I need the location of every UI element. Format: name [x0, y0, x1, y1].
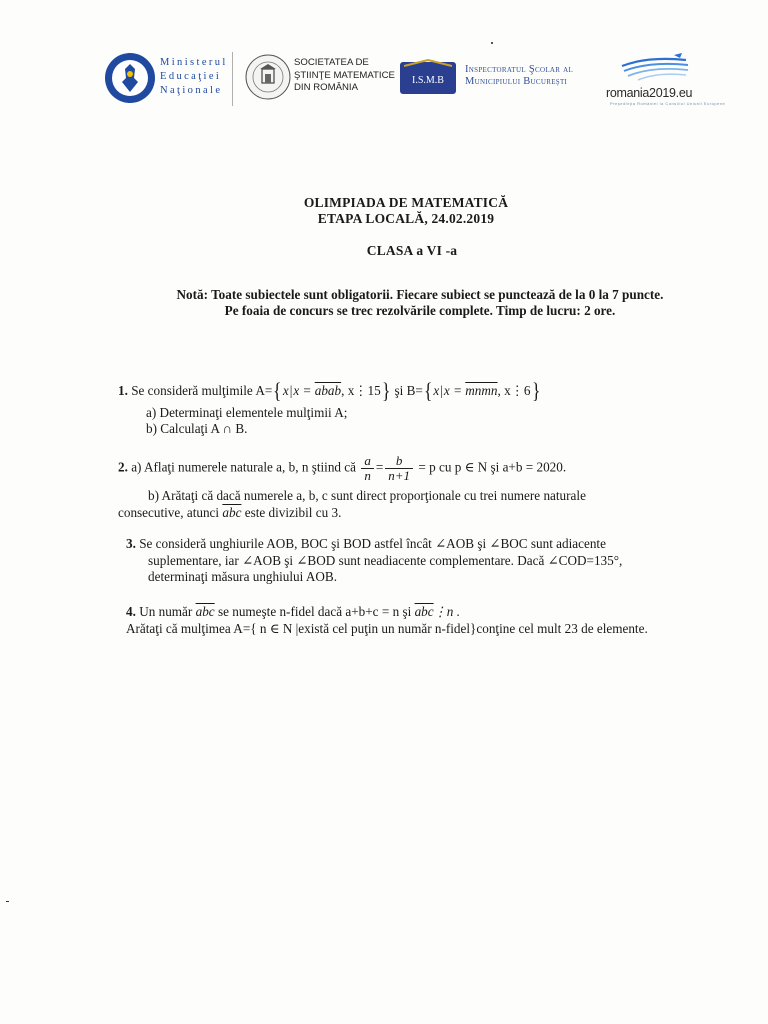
problem-4-overline-number: $\overline{abc}$ [195, 604, 215, 619]
note-line-1: Notă: Toate subiectele sunt obligatorii. Fiecare subiect se punctează de la 0 la 7 puncte. [176, 287, 664, 302]
problem-2a-condition: = p cu p ∈ N şi a+b = 2020. [418, 459, 567, 475]
problem-2-number: 2. [118, 459, 128, 475]
problem-3-line-3: determinaţi măsura unghiului AOB. [148, 569, 337, 584]
problem-2a-intro: a) Aflaţi numerele naturale a, b, n ştiind că [131, 459, 357, 475]
ssmr-line-3: DIN ROMÂNIA [294, 82, 358, 93]
problem-3-text-1: Se consideră unghiurile AOB, BOC şi BOD astfel încât ∠AOB şi ∠BOC sunt adiacente [139, 536, 606, 551]
romania2019-label: romania2019.eu [606, 86, 693, 100]
fraction-b-over-n1 [385, 454, 413, 483]
problem-4-line-2: Arătaţi că mulţimea A={ n ∈ N |există cel puţin un număr n-fidel}conţine cel mult 23 de elemente. [126, 621, 648, 636]
stage-date: ETAPA LOCALĂ, 24.02.2019 [317, 211, 495, 226]
problem-3-line-2: suplementare, iar ∠AOB şi ∠BOD sunt neadiacente complementare. Dacă ∠COD=135°, [148, 553, 623, 568]
olympiad-title: OLIMPIADA DE MATEMATICĂ [303, 195, 509, 210]
problem-1-intro: Se consideră mulţimile A= [131, 383, 273, 398]
problem-3-number: 3. [126, 536, 136, 551]
set-b-overline-number: mnmn [465, 383, 498, 398]
ssmr-line-1: SOCIETATEA DE [294, 57, 369, 68]
fraction-2-denominator: n+1 [385, 468, 413, 483]
ismb-logo-label: I.S.M.B [412, 75, 444, 86]
set-b-equals: x = [443, 383, 462, 398]
problem-1-number: 1. [118, 383, 128, 398]
inspectorate-line-2: Municipiului Bucureşti [465, 76, 568, 87]
inspectorate-name [465, 64, 573, 88]
problem-1b: b) Calculaţi A ∩ B. [146, 421, 248, 436]
problem-4-overline-number-2: $\overline{abc}$ [414, 604, 434, 619]
problem-2-statement [118, 454, 566, 483]
problem-1-statement: 1. Se consideră mulţimile A={x|x = abab, x⋮15} şi B={x|x = mnmn, x⋮6} [118, 378, 541, 403]
ismb-logo-icon [398, 56, 458, 100]
problem-2b-suffix: este divizibil cu 3. [241, 505, 342, 520]
romania2019-subtitle: Preşedinţia României la Consiliul Uniunii Europene [610, 101, 726, 106]
problem-4-divisibility: ⋮n . [433, 604, 460, 619]
problem-1-and: şi B= [391, 383, 423, 398]
fraction-a-over-n [361, 454, 374, 483]
government-seal-icon [104, 52, 156, 104]
ssmr-name [294, 57, 395, 95]
set-a-variable: x [282, 383, 289, 398]
problem-4-line-1 [126, 604, 460, 620]
set-a-equals: x = [293, 383, 312, 398]
ministry-line-1: Ministerul [160, 57, 228, 68]
problem-2b-overline-number: $\overline{abc}$ [222, 505, 242, 520]
set-b-variable: x [433, 383, 440, 398]
ssmr-line-2: ŞTIINŢE MATEMATICE [294, 69, 395, 81]
inspectorate-line-1: Inspectoratul Şcolar al [465, 64, 574, 75]
romania2019-swoosh-icon [608, 52, 690, 88]
set-a-condition: , x⋮15 [341, 383, 381, 398]
ministry-line-3: Naţionale [160, 85, 223, 96]
fraction-2-numerator: b [395, 453, 403, 468]
problem-2b-line-1: b) Arătaţi că dacă numerele a, b, c sunt direct proporţionale cu trei numere naturale [148, 488, 586, 503]
stray-dot [491, 42, 493, 44]
ssmr-seal-icon [245, 54, 291, 100]
set-a-overline-number: abab [314, 383, 342, 398]
problem-4-definition: se numeşte n-fidel dacă a+b+c = n şi [214, 604, 415, 619]
problem-2b-line-2 [118, 505, 341, 521]
problem-3-line-1 [126, 536, 606, 552]
note-line-2: Pe foaia de concurs se trec rezolvările complete. Timp de lucru: 2 ore. [224, 303, 616, 318]
grade-title: CLASA a VI -a [366, 243, 458, 258]
ministry-name [160, 56, 228, 98]
stray-mark [6, 901, 9, 902]
problem-4-number: 4. [126, 604, 136, 619]
ministry-line-2: Educaţiei [160, 71, 222, 82]
problem-4-prefix: Un număr [139, 604, 196, 619]
logo-divider [232, 52, 233, 106]
set-b-condition: , x⋮6 [497, 383, 531, 398]
problem-2b-prefix: consecutive, atunci [118, 505, 223, 520]
fraction-1-denominator: n [361, 468, 374, 483]
fraction-equals: = [375, 459, 384, 475]
fraction-1-numerator: a [364, 453, 371, 468]
problem-1a: a) Determinaţi elementele mulţimii A; [146, 405, 348, 420]
